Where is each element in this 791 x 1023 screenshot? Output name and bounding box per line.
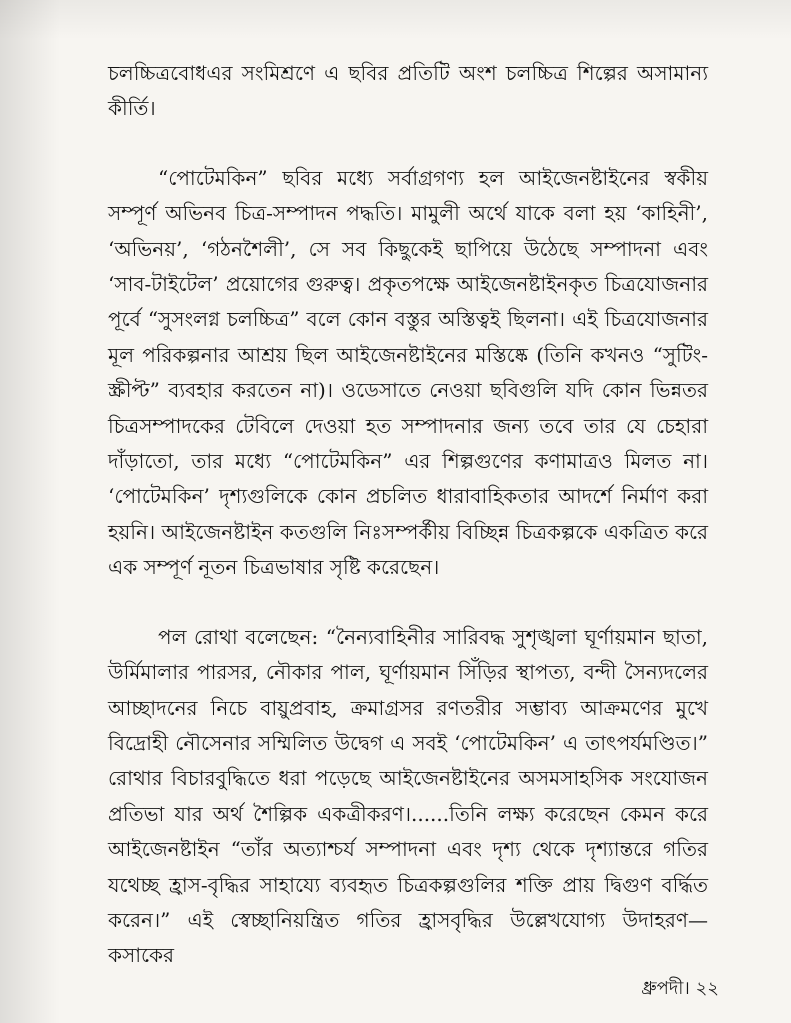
paragraph-3: পল রোথা বলেছেন: “নৈন্যবাহিনীর সারিবদ্ধ সুশৃঙ্খলা ঘূর্ণায়মান ছাতা, উর্মিমালার পারসর, নৌকার পাল, ঘূর্ণায়মান সিঁড়ির স্থাপত্য, বন্দী সৈন্যদলের আচ্ছাদনের নিচে বায়ুপ্রবাহ, ক্রমাগ্রসর রণতরীর সম্ভাব্য আক্রমণের মুখে বিদ্রোহী নৌসেনার সম্মিলিত উদ্বেগ এ সবই ‘পোটেমকিন’ এ তাৎপর্যমণ্ডিত।” রোথার বিচারবুদ্ধিতে ধরা পড়েছে আইজেনষ্টাইনের অসমসাহসিক সংযোজন প্রতিভা যার অর্থ শৈল্পিক একত্রীকরণ।......তিনি লক্ষ্য করেছেন কেমন করে আইজেনষ্টাইন “তাঁর অত্যাশ্চর্য সম্পাদনা এবং দৃশ্য থেকে দৃশ্যান্তরে গতির যথেচ্ছ হ্রাস-বৃদ্ধির সাহায্যে ব্যবহৃত চিত্রকল্পগুলির শক্তি প্রায় দ্বিগুণ বর্দ্ধিত করেন।” এই স্বেচ্ছানিয়ন্ত্রিত গতির হ্রাসবৃদ্ধির উল্লেখযোগ্য উদাহরণ—কসাকের bbox=[108, 624, 708, 968]
paragraph-1: চলচ্চিত্রবোধএর সংমিশ্রণে এ ছবির প্রতিটি অংশ চলচ্চিত্র শিল্পের অসামান্য কীর্তি। bbox=[108, 61, 708, 121]
paragraph-2: “পোটেমকিন” ছবির মধ্যে সর্বাগ্রগণ্য হল আইজেনষ্টাইনের স্বকীয় সম্পূর্ণ অভিনব চিত্র-সম্পাদন পদ্ধতি। মামুলী অর্থে যাকে বলা হয় ‘কাহিনী’, ‘অভিনয়’, ‘গঠনশৈলী’, সে সব কিছুকেই ছাপিয়ে উঠেছে সম্পাদনা এবং ‘সাব-টাইটেল’ প্রয়োগের গুরুত্ব। প্রকৃতপক্ষে আইজেনষ্টাইনকৃত চিত্রযোজনার পূর্বে “সুসংলগ্ন চলচ্চিত্র” বলে কোন বস্তুর অস্তিত্বই ছিলনা। এই চিত্রযোজনার মূল পরিকল্পনার আশ্রয় ছিল আইজেনষ্টাইনের মস্তিষ্কে (তিনি কখনও “সুটিং-স্ক্রীপ্ট” ব্যবহার করতেন না)। ওডেসাতে নেওয়া ছবিগুলি যদি কোন ভিন্নতর চিত্রসম্পাদকের টেবিলে দেওয়া হত সম্পাদনার জন্য তবে তার যে চেহারা দাঁড়াতো, তার মধ্যে “পোটেমকিন” এর শিল্পগুণের কণামাত্রও মিলত না। ‘পোটেমকিন’ দৃশ্যগুলিকে কোন প্রচলিত ধারাবাহিকতার আদর্শে নির্মাণ করা হয়নি। আইজেনষ্টাইন কতগুলি নিঃসম্পর্কীয় বিচ্ছিন্ন চিত্রকল্পকে একত্রিত করে এক সম্পূর্ণ নূতন চিত্রভাষার সৃষ্টি করেছেন। bbox=[108, 165, 708, 580]
page-shadow-top bbox=[0, 0, 791, 40]
page-shadow-left bbox=[0, 0, 60, 1023]
page-body bbox=[108, 56, 708, 974]
page-footer: ধ্রুপদী। ২২ bbox=[641, 978, 719, 999]
